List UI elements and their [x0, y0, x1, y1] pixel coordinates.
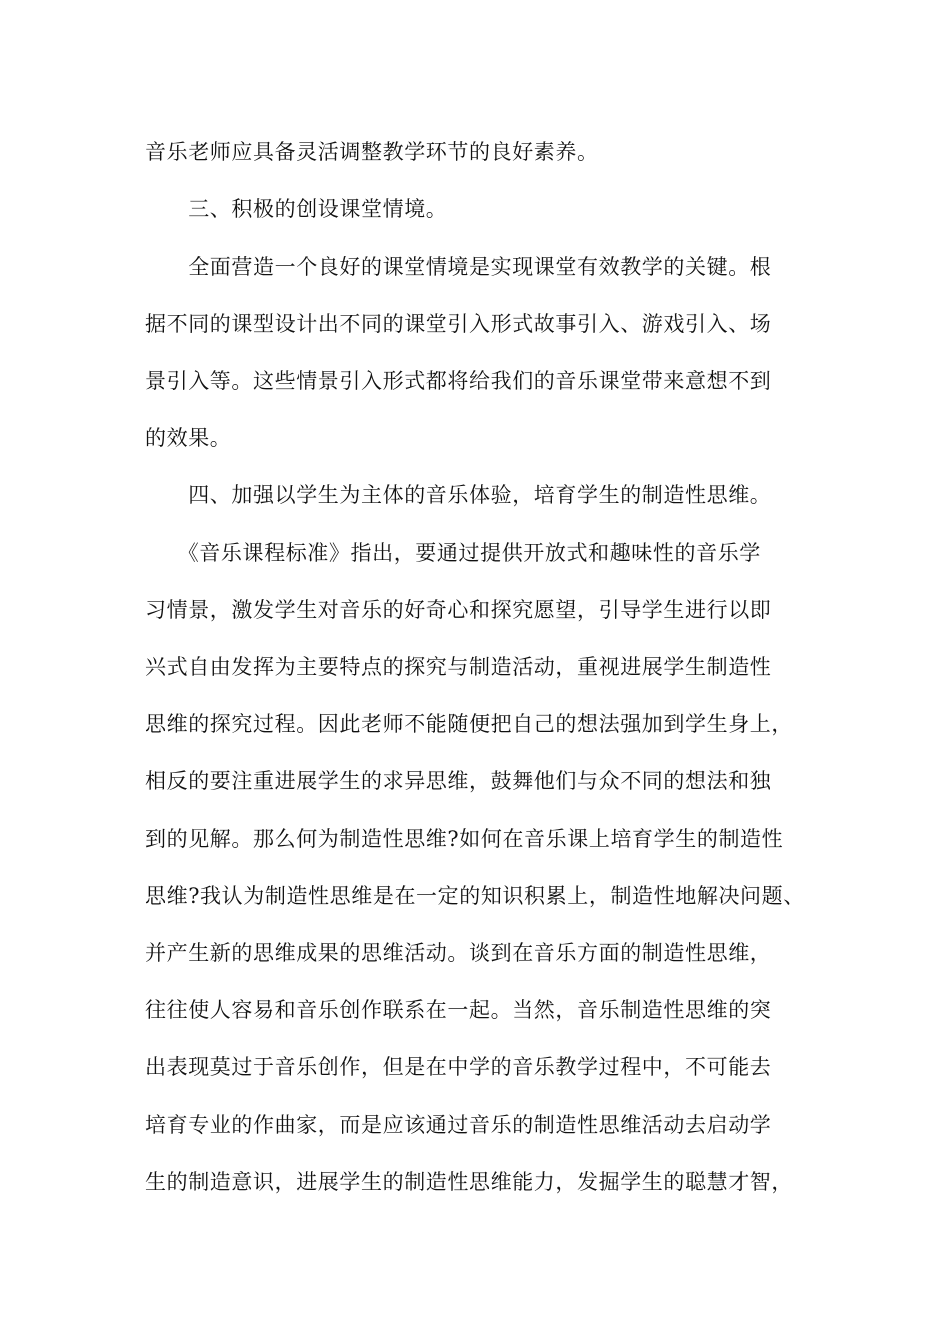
section-heading: 三、积极的创设课堂情境。	[145, 197, 448, 221]
text-line: 生的制造意识，进展学生的制造性思维能力，发掘学生的聪慧才智，	[145, 1170, 793, 1194]
text-line: 据不同的课型设计出不同的课堂引入形式故事引入、游戏引入、场	[145, 312, 772, 336]
text-line: 习情景，激发学生对音乐的好奇心和探究愿望，引导学生进行以即	[145, 598, 772, 622]
text-line: 景引入等。这些情景引入形式都将给我们的音乐课堂带来意想不到	[145, 369, 772, 393]
text-line: 并产生新的思维成果的思维活动。谈到在音乐方面的制造性思维，	[145, 941, 772, 965]
text-line: 相反的要注重进展学生的求异思维，鼓舞他们与众不同的想法和独	[145, 769, 772, 793]
section-heading: 四、加强以学生为主体的音乐体验，培育学生的制造性思维。	[145, 483, 772, 507]
text-line: 往往使人容易和音乐创作联系在一起。当然，音乐制造性思维的突	[145, 998, 772, 1022]
text-line: 全面营造一个良好的课堂情境是实现课堂有效教学的关键。根	[145, 255, 772, 279]
text-line: 思维?我认为制造性思维是在一定的知识积累上，制造性地解决问题、	[145, 884, 805, 908]
text-line: 到的见解。那么何为制造性思维?如何在音乐课上培育学生的制造性	[145, 827, 784, 851]
text-line: 音乐老师应具备灵活调整教学环节的良好素养。	[145, 140, 599, 164]
text-line: 《音乐课程标准》指出，要通过提供开放式和趣味性的音乐学	[145, 541, 761, 565]
text-line: 思维的探究过程。因此老师不能随便把自己的想法强加到学生身上，	[145, 712, 793, 736]
text-line: 培育专业的作曲家，而是应该通过音乐的制造性思维活动去启动学	[145, 1113, 772, 1137]
text-line: 的效果。	[145, 426, 232, 450]
text-line: 出表现莫过于音乐创作，但是在中学的音乐教学过程中，不可能去	[145, 1055, 772, 1079]
text-line: 兴式自由发挥为主要特点的探究与制造活动，重视进展学生制造性	[145, 655, 772, 679]
